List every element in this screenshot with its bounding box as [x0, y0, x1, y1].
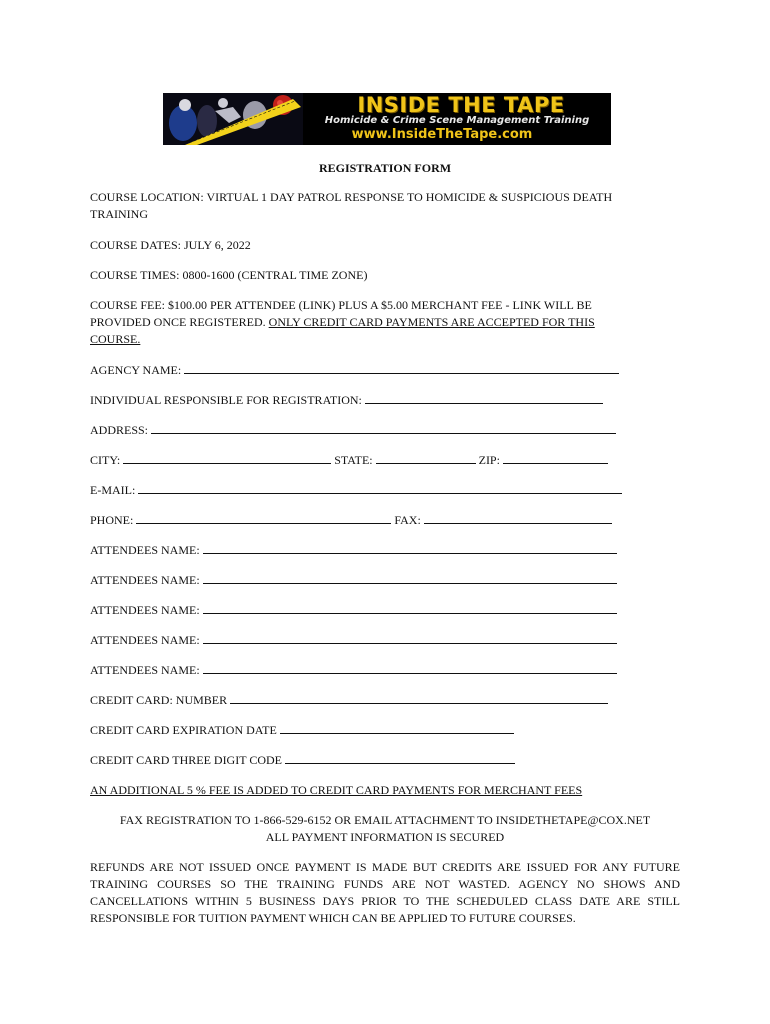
attendee-input[interactable]: [203, 572, 617, 584]
state-label: STATE:: [334, 453, 373, 467]
email-field[interactable]: [90, 482, 622, 499]
city-state-zip-row: [90, 452, 608, 469]
fax-registration-notice: FAX REGISTRATION TO 1-866-529-6152 OR EMAIL ATTACHMENT TO INSIDETHETAPE@COX.NET: [119, 813, 651, 827]
fax-input[interactable]: [424, 512, 612, 524]
logo-subtitle: Homicide & Crime Scene Management Training: [324, 115, 590, 126]
credit-card-code-label: CREDIT CARD THREE DIGIT CODE: [90, 753, 282, 767]
city-label: CITY:: [90, 453, 121, 467]
credit-card-expiration-input[interactable]: [280, 722, 514, 734]
credit-card-expiration-field[interactable]: [90, 722, 514, 739]
city-input[interactable]: [123, 452, 331, 464]
refund-policy: REFUNDS ARE NOT ISSUED ONCE PAYMENT IS MADE BUT CREDITS ARE ISSUED FOR ANY FUTURE TRAINING COURSES SO THE TRAINING FUNDS ARE NOT WASTED. AGENCY NO SHOWS AND CANCELLATIONS WITHIN 5 BUSINESS DAYS PRIOR TO THE SCHEDULED CLASS DATE ARE STILL RESPONSIBLE FOR TUITION PAYMENT WHICH CAN BE APPLIED TO FUTURE COURSES.: [90, 860, 680, 925]
attendee-input[interactable]: [203, 662, 617, 674]
secured-notice: ALL PAYMENT INFORMATION IS SECURED: [265, 830, 505, 844]
agency-name-input[interactable]: [184, 362, 619, 374]
course-dates: COURSE DATES: JULY 6, 2022: [90, 238, 251, 252]
attendee-label: ATTENDEES NAME:: [90, 633, 200, 647]
agency-name-label: AGENCY NAME:: [90, 363, 182, 377]
agency-name-field[interactable]: [90, 362, 619, 379]
individual-responsible-field[interactable]: [90, 392, 603, 409]
individual-responsible-label: INDIVIDUAL RESPONSIBLE FOR REGISTRATION:: [90, 393, 362, 407]
email-label: E-MAIL:: [90, 483, 136, 497]
attendee-field[interactable]: [90, 662, 617, 679]
phone-fax-row: [90, 512, 612, 529]
address-field[interactable]: [90, 422, 616, 439]
credit-card-only-notice: ONLY CREDIT CARD PAYMENTS ARE ACCEPTED FOR THIS COURSE.: [90, 315, 595, 346]
course-times: COURSE TIMES: 0800-1600 (CENTRAL TIME ZONE): [90, 268, 368, 282]
address-label: ADDRESS:: [90, 423, 149, 437]
attendee-input[interactable]: [203, 632, 617, 644]
attendee-field[interactable]: [90, 602, 617, 619]
individual-responsible-input[interactable]: [365, 392, 603, 404]
attendee-input[interactable]: [203, 542, 617, 554]
logo-title: INSIDE THE TAPE: [357, 93, 565, 117]
attendee-field[interactable]: [90, 542, 617, 559]
merchant-fee-notice: AN ADDITIONAL 5 % FEE IS ADDED TO CREDIT CARD PAYMENTS FOR MERCHANT FEES: [90, 783, 583, 797]
course-fee-text: COURSE FEE: $100.00 PER ATTENDEE (LINK) PLUS A $5.00 MERCHANT FEE - LINK WILL BE PROVIDED ONCE REGISTERED.: [90, 298, 592, 329]
attendee-label: ATTENDEES NAME:: [90, 543, 200, 557]
course-fee: [90, 297, 635, 348]
attendee-field[interactable]: [90, 632, 617, 649]
attendee-label: ATTENDEES NAME:: [90, 573, 200, 587]
credit-card-code-field[interactable]: [90, 752, 515, 769]
zip-label: ZIP:: [478, 453, 500, 467]
attendee-input[interactable]: [203, 602, 617, 614]
course-location: COURSE LOCATION: VIRTUAL 1 DAY PATROL RESPONSE TO HOMICIDE & SUSPICIOUS DEATH TRAINING: [90, 190, 613, 221]
page-title: REGISTRATION FORM: [318, 161, 452, 175]
credit-card-code-input[interactable]: [285, 752, 515, 764]
inside-the-tape-logo: [163, 93, 611, 145]
attendee-label: ATTENDEES NAME:: [90, 663, 200, 677]
state-input[interactable]: [376, 452, 476, 464]
credit-card-number-label: CREDIT CARD: NUMBER: [90, 693, 228, 707]
phone-input[interactable]: [136, 512, 391, 524]
credit-card-number-field[interactable]: [90, 692, 608, 709]
credit-card-number-input[interactable]: [230, 692, 608, 704]
phone-label: PHONE:: [90, 513, 134, 527]
attendee-label: ATTENDEES NAME:: [90, 603, 200, 617]
zip-input[interactable]: [503, 452, 608, 464]
address-input[interactable]: [151, 422, 616, 434]
credit-card-expiration-label: CREDIT CARD EXPIRATION DATE: [90, 723, 277, 737]
logo-url: www.InsideTheTape.com: [351, 127, 533, 142]
attendee-field[interactable]: [90, 572, 617, 589]
fax-label: FAX:: [394, 513, 421, 527]
email-input[interactable]: [138, 482, 622, 494]
